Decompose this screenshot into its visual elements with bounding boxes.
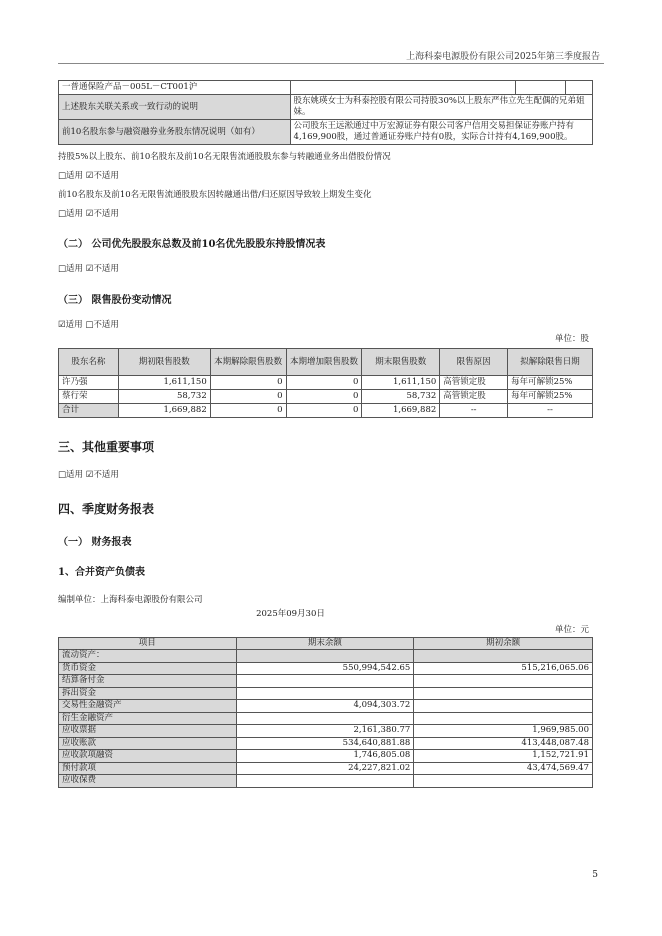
restricted-header-row <box>59 349 593 376</box>
page-content <box>58 80 593 788</box>
col-header: 股东名称 <box>59 349 119 376</box>
header-rule <box>58 63 604 64</box>
section-other-title: 三、其他重要事项 <box>58 440 155 454</box>
table-row: 结算备付金 <box>59 675 593 688</box>
table-row: 拆出资金 <box>59 687 593 700</box>
restricted-shares-table <box>58 348 593 418</box>
balance-unit: 单位：元 <box>554 625 589 635</box>
change-option: □适用 ☑不适用 <box>58 209 119 219</box>
compiler-unit: 编制单位：上海科泰电源股份有限公司 <box>58 595 203 605</box>
col-header: 限售原因 <box>440 349 508 376</box>
lending-option: □适用 ☑不适用 <box>58 171 119 181</box>
balance-sheet-title: 1、合并资产负债表 <box>58 567 145 578</box>
table-row: 预付款项 24,227,821.02 43,474,569.47 <box>59 762 593 775</box>
section-fin-title: 四、季度财务报表 <box>58 502 155 516</box>
section-restricted-option: ☑适用 □不适用 <box>58 320 119 330</box>
table-row: 衍生金融资产 <box>59 712 593 725</box>
col-header: 本期增加限售股数 <box>286 349 362 376</box>
page-header: 上海科泰电源股份有限公司2025年第三季度报告 <box>406 52 600 62</box>
restricted-unit: 单位：股 <box>554 334 589 344</box>
col-header: 期末限售股数 <box>362 349 440 376</box>
col-header: 拟解除限售日期 <box>508 349 593 376</box>
table-row: 蔡行荣 58,732 0 0 58,732 高管锁定股 每年可解锁25% <box>59 390 593 404</box>
table-row: 应收保费 <box>59 775 593 788</box>
col-header: 期初限售股数 <box>118 349 210 376</box>
report-date: 2025年09月30日 <box>256 609 325 619</box>
table-row: 交易性金融资产 4,094,303.72 <box>59 700 593 713</box>
margin-value: 公司股东王远淞通过中万宏源证券有限公司客户信用交易担保证券账户持有4,169,900股，通过普通证券账户持有0股，实际合计持有4,169,900股。 <box>290 120 592 145</box>
section-preferred-title: （二） 公司优先股股东总数及前10名优先股股东持股情况表 <box>58 239 326 250</box>
section-fin-subtitle: （一） 财务报表 <box>58 537 132 548</box>
table-row: 流动资产： <box>59 650 593 663</box>
col-header: 期初余额 <box>414 638 593 650</box>
table-row: 货币资金 550,994,542.65 515,216,065.06 <box>59 662 593 675</box>
relation-label: 上述股东关联关系或一致行动的说明 <box>59 95 291 120</box>
col-header: 本期解除限售股数 <box>210 349 286 376</box>
table-row: 应收款项融资 1,746,805.08 1,152,721.91 <box>59 750 593 763</box>
balance-sheet-table <box>58 637 593 788</box>
section-other-option: □适用 ☑不适用 <box>58 470 119 480</box>
product-name-cell: 一普通保险产品－005L－CT001沪 <box>59 81 291 95</box>
margin-label: 前10名股东参与融资融券业务股东情况说明（如有） <box>59 120 291 145</box>
page-number: 5 <box>592 870 598 880</box>
lending-note: 持股5%以上股东、前10名股东及前10名无限售流通股股东参与转融通业务出借股份情况 <box>58 152 391 162</box>
table-row: 应收账款 534,640,881.88 413,448,087.48 <box>59 737 593 750</box>
relation-value: 股东姚瑛女士为科泰控股有限公司持股30%以上股东严伟立先生配偶的兄弟姐妹。 <box>290 95 592 120</box>
table-row: 许乃强 1,611,150 0 0 1,611,150 高管锁定股 每年可解锁25% <box>59 376 593 390</box>
section-preferred-option: □适用 ☑不适用 <box>58 264 119 274</box>
table-row: 应收票据 2,161,380.77 1,969,985.00 <box>59 725 593 738</box>
section-restricted-title: （三） 限售股份变动情况 <box>58 295 172 306</box>
shareholder-notes-table <box>58 80 593 145</box>
change-note: 前10名股东及前10名无限售流通股股东因转融通出借/归还原因导致较上期发生变化 <box>58 190 372 200</box>
table-row-total: 合计 1,669,882 0 0 1,669,882 -- -- <box>59 404 593 418</box>
balance-header-row <box>59 638 593 650</box>
col-header: 项目 <box>59 638 237 650</box>
col-header: 期末余额 <box>236 638 414 650</box>
